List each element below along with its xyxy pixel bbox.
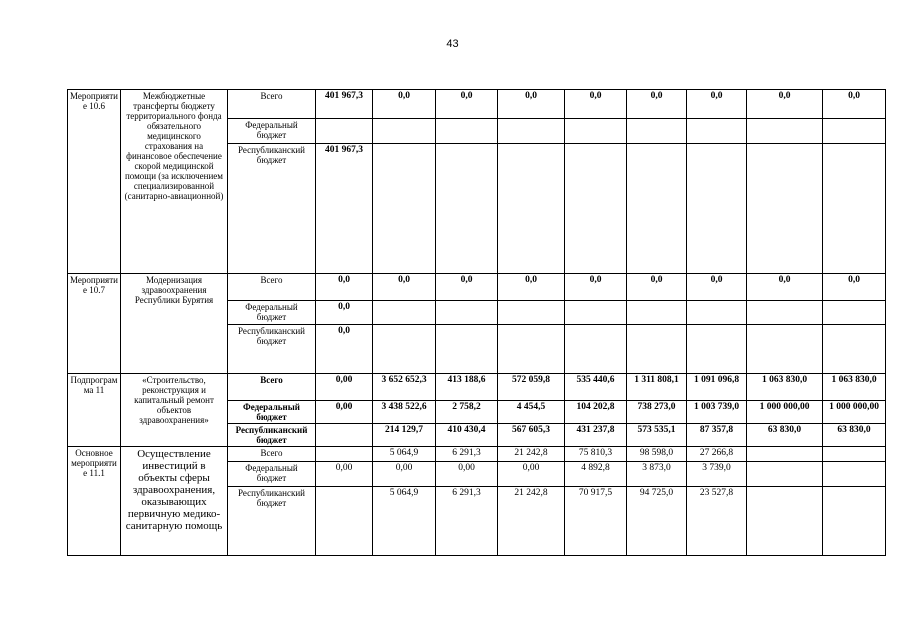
value-cell [627,144,687,274]
value-cell: 0,0 [436,274,498,301]
value-cell: 5 064,9 [373,447,436,462]
value-cell: 3 438 522,6 [373,401,436,424]
value-cell: 0,00 [436,462,498,487]
value-cell: 3 652 652,3 [373,374,436,401]
value-cell: 75 810,3 [565,447,627,462]
value-cell: 4 892,8 [565,462,627,487]
value-cell [747,144,823,274]
value-cell: 0,0 [627,274,687,301]
value-cell [565,144,627,274]
value-cell [823,462,886,487]
value-cell: 0,00 [316,462,373,487]
value-cell [747,119,823,144]
value-cell: 0,0 [747,90,823,119]
value-cell: 0,0 [436,90,498,119]
value-cell: 0,0 [498,90,565,119]
value-cell: 0,0 [373,90,436,119]
value-cell [687,144,747,274]
funding-source: Всего [228,274,316,301]
row-code: Мероприятие 10.6 [68,90,121,274]
value-cell: 738 273,0 [627,401,687,424]
value-cell: 0,0 [373,274,436,301]
row-name: Межбюджетные трансферты бюджету территориального фонда обязательного медицинского страхования на финансовое обеспечение скорой медицинской помощи (за исключением специализированной (санитарно-авиационной) [121,90,228,274]
value-cell [565,119,627,144]
value-cell: 0,0 [316,325,373,374]
value-cell: 0,0 [627,90,687,119]
table-row [68,447,886,462]
value-cell: 573 535,1 [627,424,687,447]
value-cell: 410 430,4 [436,424,498,447]
value-cell [316,424,373,447]
value-cell: 21 242,8 [498,447,565,462]
value-cell: 94 725,0 [627,487,687,556]
value-cell: 0,00 [316,401,373,424]
value-cell [627,119,687,144]
value-cell [747,325,823,374]
value-cell: 1 063 830,0 [823,374,886,401]
value-cell [498,144,565,274]
row-name: «Строительство, реконструкция и капитальный ремонт объектов здравоохранения» [121,374,228,447]
value-cell [747,462,823,487]
value-cell [436,119,498,144]
value-cell: 6 291,3 [436,447,498,462]
value-cell: 214 129,7 [373,424,436,447]
value-cell: 431 237,8 [565,424,627,447]
value-cell: 0,0 [565,90,627,119]
row-name: Осуществление инвестиций в объекты сферы здравоохранения, оказывающих первичную медико-санитарную помощь [121,447,228,556]
value-cell [565,325,627,374]
funding-source: Всего [228,447,316,462]
value-cell: 1 091 096,8 [687,374,747,401]
value-cell: 1 003 739,0 [687,401,747,424]
budget-table [67,89,886,556]
value-cell [823,144,886,274]
value-cell: 4 454,5 [498,401,565,424]
funding-source: Республиканский бюджет [228,144,316,274]
table-row [68,90,886,119]
value-cell: 413 188,6 [436,374,498,401]
value-cell: 0,0 [687,274,747,301]
funding-source: Всего [228,90,316,119]
value-cell [436,301,498,325]
value-cell: 3 739,0 [687,462,747,487]
value-cell: 1 000 000,00 [823,401,886,424]
value-cell [436,325,498,374]
value-cell [316,447,373,462]
value-cell: 0,0 [565,274,627,301]
value-cell: 0,0 [498,274,565,301]
value-cell: 1 311 808,1 [627,374,687,401]
value-cell: 23 527,8 [687,487,747,556]
value-cell [627,325,687,374]
funding-source: Федеральный бюджет [228,301,316,325]
value-cell [498,325,565,374]
value-cell [823,325,886,374]
value-cell: 401 967,3 [316,144,373,274]
value-cell: 6 291,3 [436,487,498,556]
value-cell: 0,00 [498,462,565,487]
funding-source: Республиканский бюджет [228,487,316,556]
value-cell: 21 242,8 [498,487,565,556]
row-name: Модернизация здравоохранения Республики Бурятия [121,274,228,374]
value-cell [823,301,886,325]
value-cell: 401 967,3 [316,90,373,119]
value-cell: 98 598,0 [627,447,687,462]
value-cell [687,119,747,144]
funding-source: Всего [228,374,316,401]
table-row [68,274,886,301]
value-cell [627,301,687,325]
value-cell: 0,0 [823,274,886,301]
value-cell [373,325,436,374]
value-cell: 0,0 [823,90,886,119]
value-cell [316,119,373,144]
value-cell [316,487,373,556]
value-cell [687,325,747,374]
value-cell [498,301,565,325]
value-cell [373,119,436,144]
value-cell: 572 059,8 [498,374,565,401]
row-code: Подпрограмма 11 [68,374,121,447]
value-cell [436,144,498,274]
value-cell: 0,0 [316,274,373,301]
value-cell: 1 000 000,00 [747,401,823,424]
value-cell: 3 873,0 [627,462,687,487]
table-row [68,374,886,401]
value-cell [747,487,823,556]
funding-source: Федеральный бюджет [228,462,316,487]
value-cell: 87 357,8 [687,424,747,447]
value-cell [565,301,627,325]
value-cell [823,487,886,556]
row-code: Мероприятие 10.7 [68,274,121,374]
value-cell: 104 202,8 [565,401,627,424]
value-cell: 0,0 [687,90,747,119]
funding-source: Федеральный бюджет [228,119,316,144]
value-cell [747,301,823,325]
value-cell: 567 605,3 [498,424,565,447]
value-cell: 2 758,2 [436,401,498,424]
value-cell [373,301,436,325]
value-cell [498,119,565,144]
value-cell: 63 830,0 [747,424,823,447]
value-cell [823,119,886,144]
value-cell: 1 063 830,0 [747,374,823,401]
row-code: Основное мероприятие 11.1 [68,447,121,556]
value-cell [373,144,436,274]
value-cell [747,447,823,462]
funding-source: Республиканский бюджет [228,325,316,374]
value-cell: 535 440,6 [565,374,627,401]
value-cell: 0,00 [316,374,373,401]
value-cell: 0,0 [316,301,373,325]
funding-source: Республиканский бюджет [228,424,316,447]
value-cell: 70 917,5 [565,487,627,556]
value-cell [687,301,747,325]
value-cell: 0,0 [747,274,823,301]
page-number: 43 [446,38,459,50]
value-cell: 63 830,0 [823,424,886,447]
value-cell: 0,00 [373,462,436,487]
value-cell: 5 064,9 [373,487,436,556]
value-cell: 27 266,8 [687,447,747,462]
funding-source: Федеральный бюджет [228,401,316,424]
value-cell [823,447,886,462]
